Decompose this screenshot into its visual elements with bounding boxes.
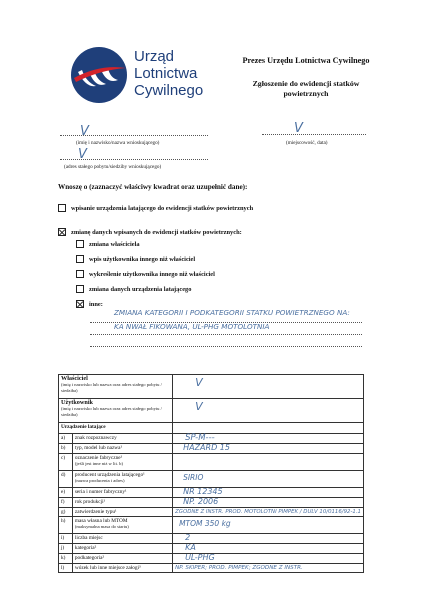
row-value-cell[interactable] [173,454,364,471]
row-value: MTOM 350 kg [179,519,231,528]
place-date-line [262,134,366,135]
row-letter: l) [59,564,73,573]
row-label [72,488,172,498]
row-letter: i) [59,534,73,544]
owner-value: V [195,376,203,389]
row-value-cell[interactable] [173,564,364,573]
row-label-text: podkategoria² [74,555,105,561]
applicant-name-value: V [80,124,89,139]
sub-option-other[interactable] [76,300,103,308]
row-value-cell[interactable] [173,488,364,498]
row-value: NP. SKIPER; PROD. PIMPEK; ZGODNE Z INSTR. [175,565,303,571]
request-section-title: Wnoszę o (zaznaczyć właściwy kwadrat oraz uzupełnić dane): [58,183,248,191]
option-change[interactable] [58,228,242,236]
table-row [59,454,364,471]
owner-caption: (imię i nazwisko lub nazwa oraz adres stałego pobytu / siedziba) [61,382,162,393]
sub-option-remove-user-checkbox[interactable] [76,270,84,278]
other-text-line-2: KA NWAŁ FIKOWANA, UL-PHG MOTOLOTNIA [114,322,270,331]
row-letter: b) [59,444,73,454]
sub-option-device-data-checkbox[interactable] [76,285,84,293]
user-row [59,399,364,423]
row-letter: g) [59,508,73,517]
device-header-row [59,423,364,434]
row-label [72,517,172,534]
table-row [59,434,364,444]
sub-option-owner-change-label: zmiana właściciela [89,240,140,248]
row-value: KA [185,543,196,552]
applicant-address-line [60,159,208,160]
row-label-text: seria i numer fabryczny¹ [74,489,127,495]
document-title-line-2: powietrznych [283,89,329,98]
option-register[interactable] [58,204,253,212]
table-row [59,534,364,544]
row-value-cell[interactable] [173,534,364,544]
user-value: V [195,400,203,413]
row-label-text: rok produkcji¹ [74,499,106,505]
row-value-cell[interactable] [173,554,364,564]
user-label: Użytkownik [61,399,93,406]
row-label-text: znak rozpoznawczy [74,435,117,441]
device-label: Urządzenie latające [59,423,173,434]
other-text-line-1: ZMIANA KATEGORII I PODKATEGORII STATKU POWIETRZNEGO NA: [114,308,350,317]
owner-row [59,375,364,399]
row-value-cell[interactable] [173,471,364,488]
row-note: (nazwa producenta i adres) [74,478,125,483]
row-label-text: liczba miejsc [74,535,103,541]
sub-option-add-user-checkbox[interactable] [76,255,84,263]
user-value-cell[interactable] [173,399,364,423]
place-date-caption: (miejscowość, data) [286,140,328,146]
sub-option-other-checkbox[interactable] [76,300,84,308]
row-label [72,471,172,488]
sub-option-owner-change[interactable] [76,240,140,248]
table-row [59,554,364,564]
row-label [72,454,172,471]
table-row [59,471,364,488]
row-label-text: masa własna lub MTOM [74,518,128,524]
other-line-3 [90,346,362,347]
row-note: (maksymalna masa do startu) [74,524,129,529]
row-label [72,498,172,508]
table-row [59,444,364,454]
row-value-cell[interactable] [173,434,364,444]
table-row [59,544,364,554]
document-header [226,56,386,99]
ulc-logo [70,44,220,106]
row-letter: e) [59,488,73,498]
option-change-label: zmianę danych wpisanych do ewidencji statków powietrznych: [71,228,242,236]
row-label-text: producent urządzenia latającego¹ [74,472,145,478]
row-value-cell[interactable] [173,544,364,554]
applicant-address-caption: (adres stałego pobytu/siedziby wnioskującego) [64,164,162,170]
row-letter: d) [59,471,73,488]
row-label [72,508,172,517]
row-value: NR 12345 [183,487,223,496]
row-label-text: oznaczenie fabryczne¹ [74,455,123,461]
applicant-name-line [60,135,208,136]
row-label [72,444,172,454]
document-title [226,79,386,99]
row-label [72,554,172,564]
logo-line-2: Lotnictwa [134,65,198,82]
sub-option-add-user[interactable] [76,255,195,263]
row-note: (jeśli jest inne niż w lit. b) [74,461,123,466]
user-label-cell [59,399,173,423]
table-row [59,488,364,498]
owner-label-cell [59,375,173,399]
row-value: SIRIO [183,473,204,482]
row-label [72,544,172,554]
owner-label: Właściciel [61,375,88,382]
user-caption: (imię i nazwisko lub nazwa oraz adres stałego pobytu / siedziba) [61,406,162,417]
logo-line-3: Cywilnego [134,82,204,99]
row-value: UL-PHG [185,553,215,562]
owner-value-cell[interactable] [173,375,364,399]
ulc-emblem-icon [70,46,128,104]
aircraft-data-table [58,374,364,573]
sub-option-owner-change-checkbox[interactable] [76,240,84,248]
sub-option-add-user-label: wpis użytkownika innego niż właściciel [89,255,196,263]
row-label [72,564,172,573]
row-label-text: zatwierdzenie typu¹ [74,509,117,515]
applicant-address-value: V [78,147,87,162]
sub-option-other-label: inne: [89,300,103,308]
row-label-text: wózek lub inne miejsce załogi³ [74,565,141,571]
table-row [59,517,364,534]
row-value: 2 [185,533,191,542]
row-value-cell[interactable] [173,517,364,534]
row-letter: a) [59,434,73,444]
row-value-cell[interactable] [173,498,364,508]
row-value: SP-M--- [185,433,215,443]
sub-option-remove-user[interactable] [76,270,215,278]
sub-option-remove-user-label: wykreślenie użytkownika innego niż właściciel [89,270,215,278]
place-date-value: V [294,121,303,136]
row-label [72,534,172,544]
sub-option-device-data[interactable] [76,285,191,293]
option-change-checkbox[interactable] [58,228,66,236]
document-title-line-1: Zgłoszenie do ewidencji statków [252,79,360,88]
option-register-checkbox[interactable] [58,204,66,212]
row-value: NP. 2006 [183,497,219,506]
row-value-cell[interactable] [173,508,364,517]
applicant-name-caption: (imię i nazwisko/nazwa wnioskującego) [76,140,160,146]
table-row [59,498,364,508]
authority-title: Prezes Urzędu Lotnictwa Cywilnego [242,56,370,65]
row-letter: j) [59,544,73,554]
row-letter: h) [59,517,73,534]
row-label [72,434,172,444]
table-row [59,564,364,573]
row-value-cell[interactable] [173,444,364,454]
logo-line-1: Urząd [134,48,175,65]
row-value: ZGODNE Z INSTR. PROD. MOTOLOTNI PIMPEK / DULV 10/0116/92-1.1 [175,509,361,515]
other-line-2 [90,334,362,335]
row-label-text: typ, model lub nazwa¹ [74,445,123,451]
row-value: HAZARD 15 [183,443,230,452]
device-header-empty [173,423,364,434]
row-label-text: kategoria² [74,545,97,551]
logo-wordmark [134,48,203,99]
sub-option-device-data-label: zmiana danych urządzenia latającego [89,285,192,293]
option-register-label: wpisanie urządzenia latającego do ewidencji statków powietrznych [71,204,254,212]
row-letter: c) [59,454,73,471]
table-row [59,508,364,517]
row-letter: f) [59,498,73,508]
row-letter: k) [59,554,73,564]
